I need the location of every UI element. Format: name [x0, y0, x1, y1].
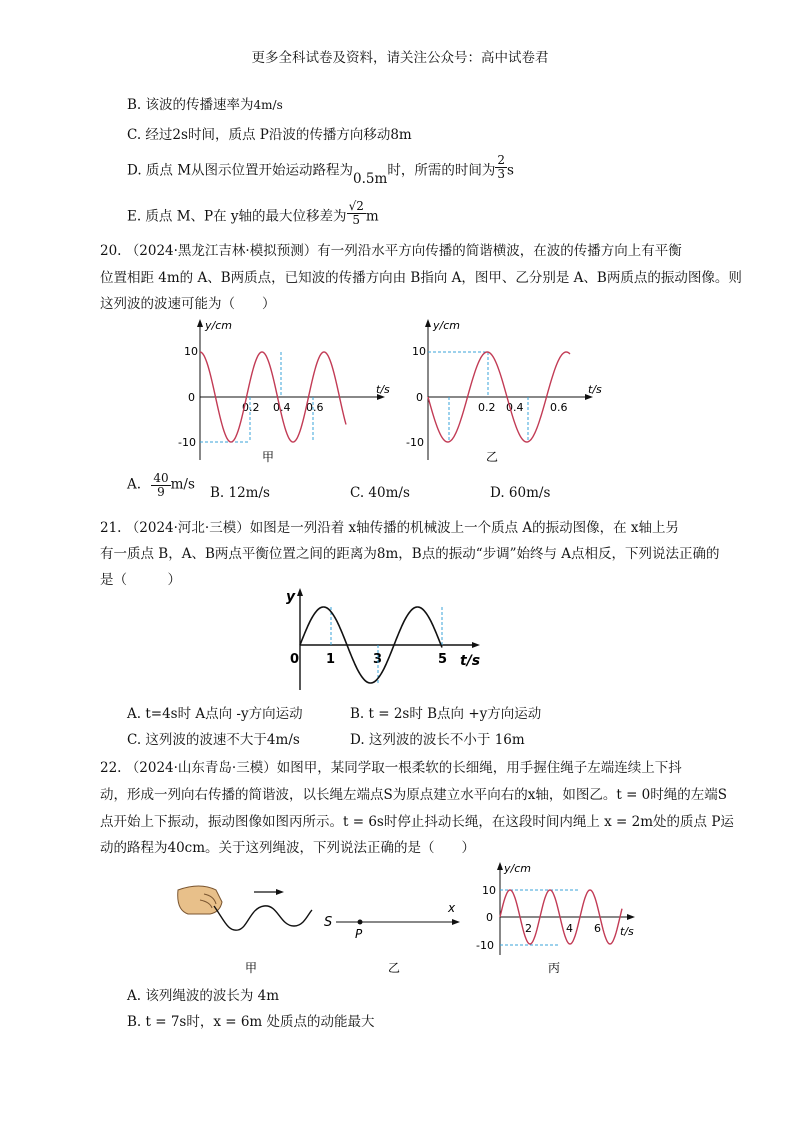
- q22-rope: [214, 906, 312, 930]
- q22-yi-arrowhead: [452, 919, 460, 925]
- q21-option-c: C. 这列波的波速不大于4m/s: [127, 732, 300, 748]
- q22-bing-ylabel: y/cm: [504, 862, 531, 875]
- q19-option-e-text: E. 质点 M、P在 y轴的最大位移差为: [127, 208, 347, 225]
- q22-yi-point-p: [358, 920, 363, 925]
- q19-option-d: [127, 153, 514, 187]
- q22-bing-tick-2: 2: [525, 922, 532, 935]
- q22-yi-p-label: P: [355, 927, 363, 941]
- hand-icon: [178, 886, 222, 914]
- q19-option-e: [127, 199, 379, 230]
- q22-figure-bing: [470, 860, 650, 980]
- q20-jia-xlabel: t/s: [376, 383, 390, 396]
- q19-option-d-text: D. 质点 M从图示位置开始运动路程为: [127, 162, 354, 179]
- q22-stem-line2: 动，形成一列向右传播的简谐波，以长绳左端点S为原点建立水平向右的x轴，如图乙。t = 0时绳的左端S: [100, 787, 728, 803]
- q20-yi-tick-04: 0.4: [506, 401, 524, 414]
- q20-option-a-unit: m/s: [170, 476, 195, 493]
- q22-direction-arrowhead: [276, 889, 284, 895]
- q19-option-d-text2: 时，所需的时间为: [387, 162, 496, 179]
- q20-option-c: C. 40m/s: [350, 485, 410, 501]
- q20-graph-jia: [170, 315, 410, 465]
- q20-stem-line2: 位置相距 4m的 A、B两质点，已知波的传播方向由 B指向 A，图甲、乙分别是 A、B两质点的振动图像。则: [100, 270, 742, 286]
- q21-stem-line1: 21. （2024·河北·三模）如图是一列沿着 x轴传播的机械波上一个质点 A的振动图像，在 x轴上另: [100, 520, 680, 536]
- q21-xlabel: t/s: [460, 653, 481, 669]
- q20-yi-tick-06: 0.6: [550, 401, 568, 414]
- q22-stem-line3: 点开始上下振动，振动图像如图丙所示。t = 6s时停止抖动长绳，在这段时间内绳上 x = 2m处的质点 P运: [100, 814, 734, 830]
- q22-caption-jia: 甲: [245, 961, 258, 975]
- q21-stem-line2: 有一质点 B，A、B两点平衡位置之间的距离为8m，B点的振动“步调”始终与 A点相反，下列说法正确的: [100, 546, 720, 562]
- q21-option-a: A. t=4s时 A点向 -y方向运动: [127, 706, 303, 722]
- q20-yi-xlabel: t/s: [588, 383, 602, 396]
- q20-option-a: [127, 472, 195, 498]
- q22-figure-jia: [170, 880, 333, 980]
- q21-option-d: D. 这列波的波长不小于 16m: [350, 732, 525, 748]
- q20-option-b: B. 12m/s: [210, 485, 270, 501]
- q22-option-b: B. t = 7s时，x = 6m 处质点的动能最大: [127, 1014, 375, 1030]
- q21-tick-1: 1: [326, 652, 336, 667]
- q19-option-b: [127, 97, 283, 113]
- q22-bing-tick-4: 4: [566, 922, 573, 935]
- q19-option-e-fraction: $\frac{√2}{5}$: [348, 199, 364, 227]
- q22-bing-x-arrow: [627, 914, 635, 920]
- q20-jia-ylabel: y/cm: [205, 319, 232, 332]
- q20-yi-caption: 乙: [486, 450, 499, 464]
- q21-stem-line3: 是（ ）: [100, 572, 181, 588]
- q20-option-a-fraction: $\frac{40}{9}$: [153, 471, 169, 499]
- q19-option-b-value: 4m/s: [253, 98, 283, 112]
- q19-option-d-unit: s: [506, 162, 514, 179]
- q20-option-a-label: A.: [127, 476, 142, 493]
- q20-yi-ytick-zero: 0: [416, 391, 423, 404]
- q22-bing-ytick-bot: -10: [476, 939, 494, 952]
- q20-option-d: D. 60m/s: [490, 485, 551, 501]
- q20-jia-tick-02: 0.2: [242, 401, 260, 414]
- q20-yi-tick-02: 0.2: [478, 401, 496, 414]
- q21-option-b: B. t = 2s时 B点向 +y方向运动: [350, 706, 542, 722]
- q19-option-b-text: B. 该波的传播速率为: [127, 97, 254, 113]
- q21-y-arrow: [297, 588, 303, 596]
- q22-bing-xlabel: t/s: [620, 925, 634, 938]
- q22-bing-ytick-top: 10: [482, 884, 496, 897]
- q22-stem-line1: 22. （2024·山东青岛·三模）如图甲，某同学取一根柔软的长细绳，用手握住绳子左端连续上下抖: [100, 760, 682, 776]
- q20-yi-ylabel: y/cm: [433, 319, 460, 332]
- q20-jia-ytick-zero: 0: [188, 391, 195, 404]
- q20-jia-caption: 甲: [262, 450, 275, 464]
- q22-figure-yi: [320, 900, 470, 980]
- q20-graph-yi: [400, 315, 620, 465]
- q20-yi-y-arrow: [425, 319, 431, 327]
- q22-stem-line4: 动的路程为40cm。关于这列绳波，下列说法正确的是（ ）: [100, 840, 476, 856]
- q20-yi-ytick-top: 10: [412, 345, 426, 358]
- q21-ylabel: y: [286, 589, 296, 605]
- q21-x-arrow: [472, 642, 480, 648]
- q20-jia-ytick-top: 10: [184, 345, 198, 358]
- q20-yi-ytick-bot: -10: [406, 436, 424, 449]
- q20-jia-ytick-bot: -10: [178, 436, 196, 449]
- q21-origin: 0: [290, 652, 300, 667]
- q22-bing-y-arrow: [497, 862, 503, 870]
- q21-graph: [280, 585, 500, 695]
- q22-yi-x-label: x: [448, 901, 456, 915]
- page-header: 更多全科试卷及资料，请关注公众号：高中试卷君: [251, 50, 549, 66]
- q22-bing-ytick-zero: 0: [486, 911, 493, 924]
- q22-caption-bing: 丙: [548, 961, 561, 975]
- q19-option-d-distance: 0.5m: [353, 170, 388, 187]
- q20-jia-tick-04: 0.4: [273, 401, 291, 414]
- q22-caption-yi: 乙: [388, 961, 401, 975]
- q21-tick-3: 3: [373, 652, 383, 667]
- q20-stem-line3: 这列波的波速可能为（ ）: [100, 296, 276, 312]
- q19-option-d-fraction: $\frac{2}{3}$: [497, 153, 505, 181]
- q22-option-a: A. 该列绳波的波长为 4m: [127, 988, 280, 1004]
- q22-bing-tick-6: 6: [594, 922, 601, 935]
- q22-yi-s-label: S: [324, 915, 333, 930]
- q20-jia-tick-06: 0.6: [306, 401, 324, 414]
- q19-option-e-unit: m: [365, 208, 379, 225]
- q20-jia-y-arrow: [197, 319, 203, 327]
- q21-tick-5: 5: [438, 652, 448, 667]
- q20-stem-line1: 20. （2024·黑龙江吉林·模拟预测）有一列沿水平方向传播的简谐横波，在波的传播方向上有平衡: [100, 243, 682, 259]
- q19-option-c: C. 经过2s时间，质点 P沿波的传播方向移动8m: [127, 127, 412, 143]
